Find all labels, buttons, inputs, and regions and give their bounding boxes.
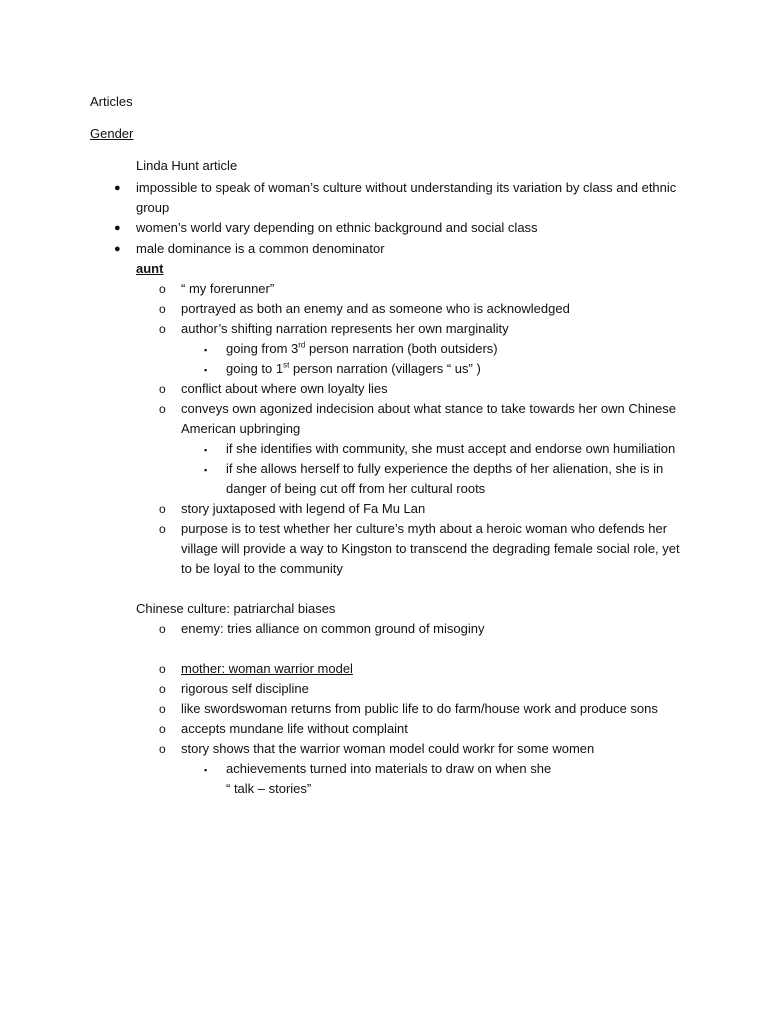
doc-title: Articles	[90, 94, 133, 109]
list-item: author’s shifting narration represents her own marginality	[181, 321, 509, 336]
list-item: story juxtaposed with legend of Fa Mu Lan	[181, 501, 426, 516]
circle-marker: o	[159, 722, 166, 736]
list-item: conflict about where own loyalty lies	[181, 381, 388, 396]
circle-marker: o	[159, 682, 166, 696]
subheading-linda-hunt: Linda Hunt article	[136, 158, 238, 173]
list-item: conveys own agonized indecision about what stance to take towards her own Chinese	[181, 401, 677, 416]
list-item: enemy: tries alliance on common ground of misoginy	[181, 621, 485, 636]
circle-marker: o	[159, 502, 166, 516]
list-item: rigorous self discipline	[181, 681, 309, 696]
circle-marker: o	[159, 402, 166, 416]
list-item: story shows that the warrior woman model could workr for some women	[181, 741, 595, 756]
sub-list-item-cont: danger of being cut off from her cultural roots	[226, 481, 486, 496]
circle-marker: o	[159, 742, 166, 756]
subheading-chinese-culture: Chinese culture: patriarchal biases	[136, 601, 336, 616]
sub-list-item	[226, 339, 498, 359]
square-marker: ▪	[204, 365, 208, 375]
circle-marker: o	[159, 662, 166, 676]
sub-list-item-cont: “ talk – stories”	[226, 781, 312, 796]
list-item-cont: to be loyal to the community	[181, 561, 343, 576]
list-item: purpose is to test whether her culture’s myth about a heroic woman who defends her	[181, 521, 668, 536]
ordinal-suffix: st	[283, 360, 290, 370]
sub-list-item: if she allows herself to fully experience the depths of her alienation, she is in	[226, 461, 664, 476]
bullet-item: male dominance is a common denominator	[136, 241, 385, 256]
sub-list-item: if she identifies with community, she must accept and endorse own humiliation	[226, 441, 676, 456]
sub-item-post: person narration (both outsiders)	[305, 341, 498, 356]
section-heading-gender: Gender	[90, 126, 134, 141]
square-marker: ▪	[204, 445, 208, 455]
circle-marker: o	[159, 302, 166, 316]
list-item: portrayed as both an enemy and as someone who is acknowledged	[181, 301, 570, 316]
bullet-marker: ●	[114, 222, 121, 234]
list-item-cont: village will provide a way to Kingston to transcend the degrading female social role, yet	[181, 541, 680, 556]
circle-marker: o	[159, 702, 166, 716]
square-marker: ▪	[204, 345, 208, 355]
list-item: like swordswoman returns from public life to do farm/house work and produce sons	[181, 701, 658, 716]
sub-list-item: achievements turned into materials to draw on when she	[226, 761, 552, 776]
sub-item-pre: going from 3	[226, 341, 299, 356]
bullet-item: women’s world vary depending on ethnic background and social class	[136, 220, 538, 235]
bullet-marker: ●	[114, 243, 121, 255]
list-item-cont: American upbringing	[181, 421, 301, 436]
list-item: “ my forerunner”	[181, 281, 275, 296]
circle-marker: o	[159, 622, 166, 636]
circle-marker: o	[159, 382, 166, 396]
list-item: accepts mundane life without complaint	[181, 721, 408, 736]
square-marker: ▪	[204, 465, 208, 475]
aunt-heading: aunt	[136, 261, 164, 276]
bullet-marker: ●	[114, 182, 121, 194]
sub-item-pre: going to 1	[226, 361, 284, 376]
bullet-item: impossible to speak of woman’s culture without understanding its variation by class and ethnic	[136, 180, 677, 195]
sub-item-post: person narration (villagers “ us” )	[289, 361, 481, 376]
circle-marker: o	[159, 322, 166, 336]
square-marker: ▪	[204, 765, 208, 775]
circle-marker: o	[159, 522, 166, 536]
list-item-mother-heading: mother: woman warrior model	[181, 661, 353, 676]
ordinal-suffix: rd	[298, 340, 306, 350]
bullet-item-cont: group	[136, 200, 170, 215]
circle-marker: o	[159, 282, 166, 296]
sub-list-item	[226, 359, 481, 379]
